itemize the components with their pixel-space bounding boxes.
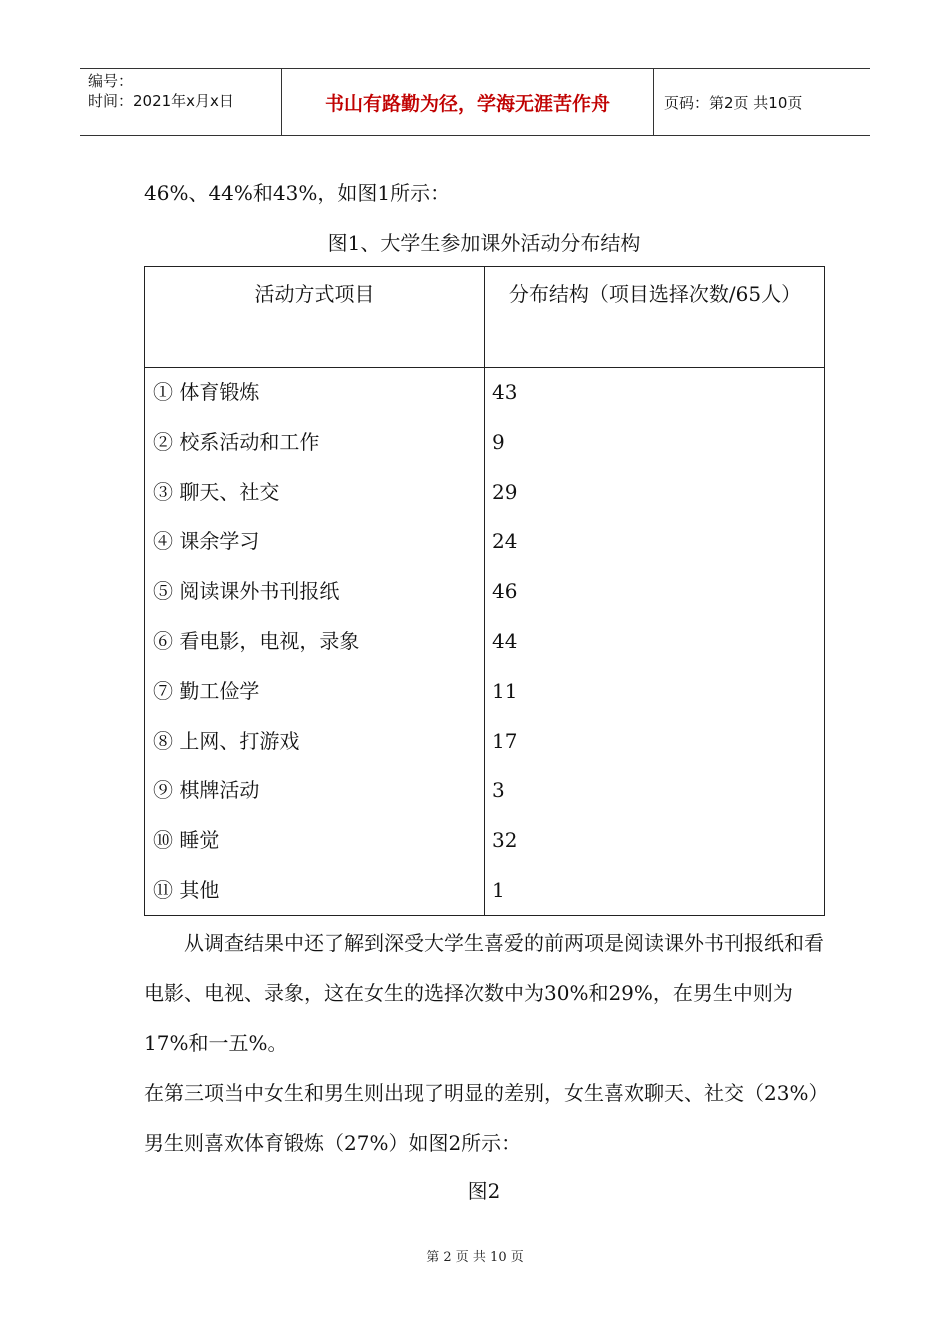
figure1-caption: 图1、大学生参加课外活动分布结构	[327, 231, 641, 255]
document-number: 编号：	[88, 72, 134, 90]
body-paragraph-2: 在第三项当中女生和男生则出现了明显的差别，女生喜欢聊天、社交（23%）男生则喜欢体育锻炼（27%）如图2所示：	[144, 1081, 819, 1155]
table-cell-count: 24	[492, 529, 518, 554]
page-footer: 第 2 页 共 10 页	[426, 1250, 524, 1265]
document-time: 时间：2021年x月x日	[88, 92, 234, 110]
table-cell-count: 46	[492, 579, 518, 604]
table-cell-count: 32	[492, 828, 518, 853]
header-meta	[80, 69, 282, 135]
figure2-caption: 图2	[467, 1179, 501, 1203]
table-cell-item: ⑥ 看电影，电视，录象	[153, 628, 360, 653]
table-cell-count: 1	[492, 877, 505, 902]
table-cell-item: ⑨ 棋牌活动	[153, 778, 260, 803]
table-cell-item: ⑩ 睡觉	[153, 828, 220, 853]
intro-text: 46%、44%和43%，如图1所示：	[144, 181, 451, 205]
table-header-count: 分布结构（项目选择次数/65人）	[508, 282, 802, 306]
table-cell-count: 9	[492, 429, 505, 454]
header-motto: 书山有路勤为径，学海无涯苦作舟	[282, 69, 654, 135]
table-row	[145, 617, 824, 667]
table-row	[145, 766, 824, 816]
table-cell-count: 29	[492, 479, 518, 504]
table-row	[145, 468, 824, 518]
table-cell-count: 11	[492, 678, 518, 703]
table-cell-count: 43	[492, 380, 518, 404]
table-cell-item: ⑤ 阅读课外书刊报纸	[153, 579, 340, 604]
table-cell-count: 3	[492, 778, 505, 803]
table-row	[145, 816, 824, 866]
table-row	[145, 667, 824, 717]
table-row	[145, 517, 824, 567]
header-page-info: 页码：第2页 共10页	[664, 93, 803, 112]
document-header	[80, 68, 870, 136]
table-row	[145, 418, 824, 468]
activity-table	[144, 266, 825, 916]
table-header-item: 活动方式项目	[254, 282, 375, 306]
table-cell-count: 17	[492, 728, 518, 753]
table-cell-item: ⑪ 其他	[153, 877, 220, 902]
table-cell-item: ① 体育锻炼	[153, 380, 260, 404]
table-cell-count: 44	[492, 628, 518, 653]
table-row	[145, 567, 824, 617]
table-body	[145, 368, 824, 916]
table-row	[145, 717, 824, 767]
table-cell-item: ② 校系活动和工作	[153, 429, 320, 454]
table-row	[145, 866, 824, 916]
table-cell-item: ③ 聊天、社交	[153, 479, 280, 504]
table-cell-item: ④ 课余学习	[153, 529, 260, 554]
table-cell-item: ⑧ 上网、打游戏	[153, 728, 300, 753]
table-row	[145, 368, 824, 418]
body-paragraph-1: 从调查结果中还了解到深受大学生喜爱的前两项是阅读课外书刊报纸和看电影、电视、录象，这在女生的选择次数中为30%和29%，在男生中则为17%和一五%。	[144, 931, 824, 1055]
table-cell-item: ⑦ 勤工俭学	[153, 678, 260, 703]
